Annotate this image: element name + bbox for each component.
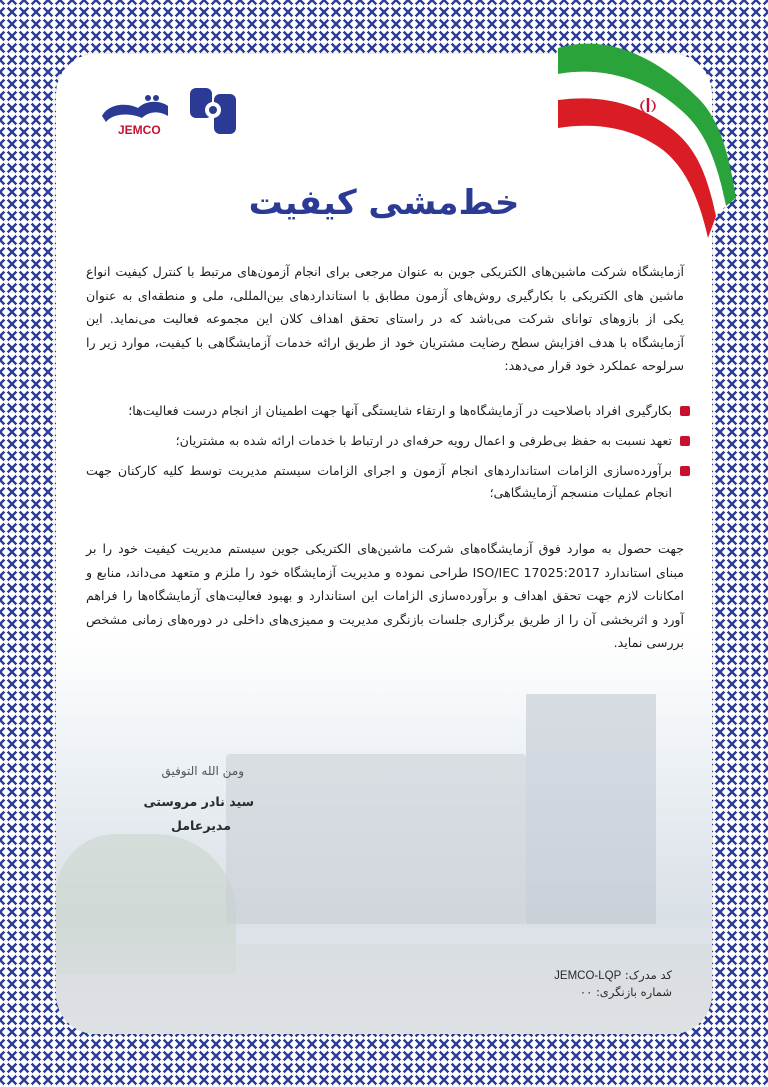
list-item: تعهد نسبت به حفظ بی‌طرفی و اعمال رویه حرفه‌ای در ارتباط با خدمات ارائه شده به مشتریان؛ [86,430,690,452]
closing-paragraph: جهت حصول به موارد فوق آزمایشگاه‌های شرکت ماشین‌های الکتریکی جوین سیستم مدیریت کیفیت خود را بر مبنای استاندارد ISO/IEC 17025:2017 طراحی نموده و مدیریت آزمایشگاه خود را ملزم و متعهد می‌داند، منابع و امکانات لازم جهت تحقق اهداف و برآورده‌سازی الزامات این استاندارد و بهبود فعالیت‌های آزمایشگاه‌ها را فراهم آورد و اثربخشی آن را از طریق برگزاری جلسات بازنگری مدیریت و ممیزی‌های داخلی در دوره‌های زمانی مشخص بررسی نماید. [86,541,684,650]
doc-code: کد مدرک: JEMCO-LQP [554,968,672,982]
intro-paragraph: آزمایشگاه شرکت ماشین‌های الکتریکی جوین به عنوان مرجعی برای انجام آزمون‌های مرتبط با کنترل کیفیت انواع ماشین های الکتریکی با بکارگیری روش‌های آزمون مطابق با استانداردهای بین‌المللی، ملی و منطقه‌ای به عنوان یکی از بازوهای توانای شرکت می‌باشد که در راستای تحقق اهداف کلان این مجموعه فعالیت می‌نماید. این آزمایشگاه با هدف افزایش سطح رضایت مشتریان خود از طریق ارائه خدمات آزمایشگاهی با کیفیت، موارد زیر را سرلوحه عملکرد خود قرار می‌دهد: [86,264,684,373]
revision-number: شماره بازنگری: ۰۰ [579,985,672,999]
bullet-icon [680,406,690,416]
signatory-name: سید نادر مروستی [143,794,254,809]
list-item: برآورده‌سازی الزامات استانداردهای انجام آزمون و اجرای الزامات سیستم مدیریت توسط کلیه کارکنان جهت انجام عملیات منسجم آزمایشگاهی؛ [86,460,690,504]
jemco-emblem [190,88,236,134]
standard-reference: ISO/IEC 17025:2017 [472,564,600,580]
signatory-position: مدیرعامل [170,818,231,833]
page-title: خط‌مشی کیفیت [248,183,520,223]
bullet-icon [680,466,690,476]
salutation: ومن الله التوفیق [161,764,244,778]
jemco-wordmark [102,95,168,122]
bullet-icon [680,436,690,446]
policy-list [86,400,690,512]
jemco-brand-text: JEMCO [118,123,161,137]
list-item: بکارگیری افراد باصلاحیت در آزمایشگاه‌ها و ارتقاء شایستگی آنها جهت اطمینان از انجام درست فعالیت‌ها؛ [86,400,690,422]
